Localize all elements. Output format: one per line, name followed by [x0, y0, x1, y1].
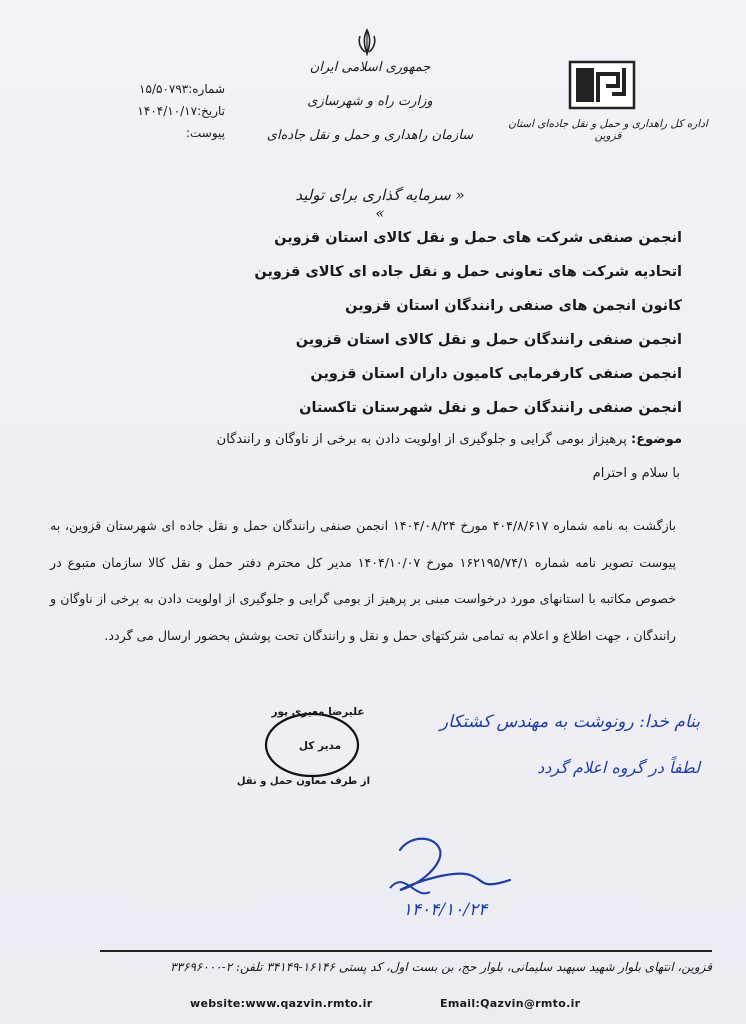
recipient-item: انجمن صنفی کارفرمایی کامیون داران استان قزوین: [310, 366, 682, 382]
handwritten-date: ۱۴۰۴/۱۰/۲۴: [402, 900, 488, 920]
letter-body: بازگشت به نامه شماره ۴۰۴/۸/۶۱۷ مورخ ۱۴۰۴/۰۸/۲۴ انجمن صنفی رانندگان حمل و نقل جاده ای شهرستان قزوین، به پیوست تصویر نامه شماره ۱۶۲۱۹۵/۷۴/۱ مورخ ۱۴۰۴/۱۰/۰۷ مدیر کل محترم دفتر حمل و نقل کالا سازمان متبوع در خصوص مکاتبه با استانهای مورد درخواست مبنی بر پرهیز از بومی گرایی و جلوگیری از اولویت دادن به برخی از ناوگان و رانندگان ، جهت اطلاع و اعلام به تمامی شرکتهای حمل و نقل و رانندگان تحت پوشش بحضور ارسال می گردد.: [50, 518, 676, 643]
recipient-item: کانون انجمن های صنفی رانندگان استان قزوین: [345, 298, 682, 314]
signer-name: علیرضا معیری پور: [271, 706, 365, 718]
logo-caption: اداره کل راهداری و حمل و نقل جاده‌ای استان قزوین: [508, 118, 708, 142]
footer-divider: [100, 950, 712, 952]
footer-website: website:www.qazvin.rmto.ir: [190, 997, 373, 1010]
letter-number: شماره:۱۵/۵۰۷۹۳: [139, 82, 225, 96]
organization-title: سازمان راهداری و حمل و نقل جاده‌ای: [266, 128, 474, 143]
handwritten-note-line2: لطفاً در گروه اعلام گردد: [537, 758, 700, 777]
letter-date: تاریخ:۱۴۰۴/۱۰/۱۷: [137, 104, 225, 118]
recipient-item: انجمن صنفی رانندگان حمل و نقل شهرستان تاکستان: [299, 400, 682, 416]
subject-line: [82, 432, 682, 447]
subject-text: پرهیزاز بومی گرایی و جلوگیری از اولویت دادن به برخی از ناوگان و رانندگان: [216, 432, 627, 447]
subject-label: موضوع:: [631, 432, 682, 447]
ministry-title: وزارت راه و شهرسازی: [307, 94, 433, 109]
handwritten-note-line1: بنام خدا: رونوشت به مهندس کشتکار: [439, 712, 700, 732]
signer-onbehalf: از طرف معاون حمل و نقل: [236, 776, 370, 787]
rmto-logo-icon: [568, 60, 636, 110]
republic-title: جمهوری اسلامی ایران: [309, 60, 431, 75]
iran-emblem-icon: [355, 28, 379, 56]
letter-meta: [115, 78, 225, 144]
recipient-item: اتحادیه شرکت های تعاونی حمل و نقل جاده ای کالای قزوین: [254, 264, 682, 280]
slogan: « سرمایه گذاری برای تولید »: [295, 186, 465, 222]
footer-address: قزوین، انتهای بلوار شهید سپهبد سلیمانی، بلوار حج، بن بست اول، کد پستی ۱۶۱۴۶-۳۴۱۴۹ تلفن: ۲-۳۳۶۹۶۰۰۰: [170, 960, 712, 974]
recipient-item: انجمن صنفی رانندگان حمل و نقل کالای استان قزوین: [295, 332, 682, 348]
signer-title: مدیر کل: [298, 740, 342, 752]
letter-attachment: پیوست:: [185, 126, 225, 140]
greeting: با سلام و احترام: [592, 466, 680, 481]
recipient-list: [222, 226, 682, 430]
footer-email: Email:Qazvin@rmto.ir: [440, 997, 581, 1010]
recipient-item: انجمن صنفی شرکت های حمل و نقل کالای استان قزوین: [274, 230, 682, 246]
